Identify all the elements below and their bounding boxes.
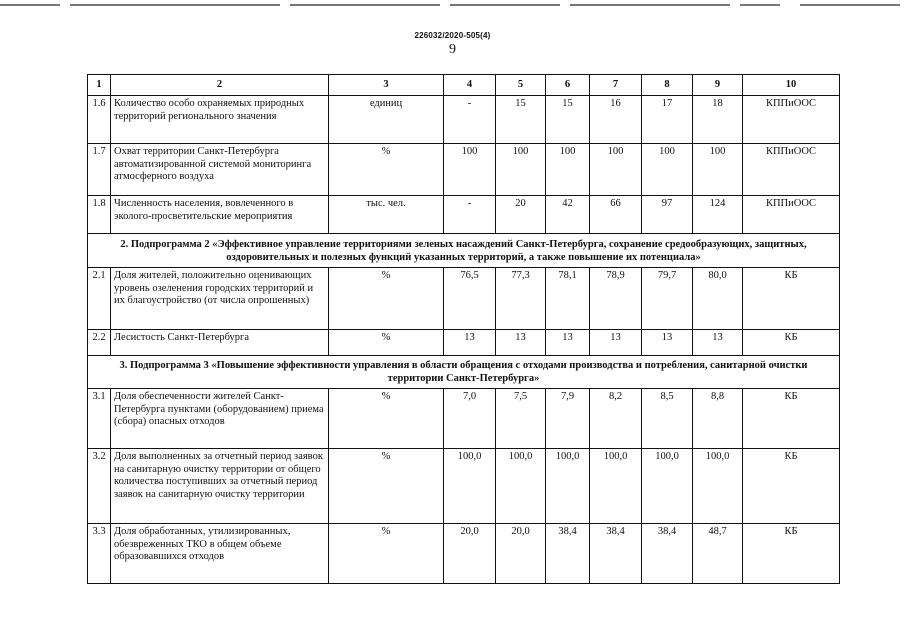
value-cell: 13: [546, 330, 590, 356]
unit-cell: %: [329, 524, 444, 584]
unit-cell: %: [329, 389, 444, 449]
value-cell: 100: [693, 144, 743, 196]
table-row: [88, 144, 840, 196]
table-header-row: [88, 75, 840, 96]
value-cell: 78,9: [590, 268, 642, 330]
value-cell: 124: [693, 196, 743, 234]
value-cell: 100: [590, 144, 642, 196]
indicator-name: Доля выполненных за отчетный период заявок на санитарную очистку территории от общего количества поступивших за отчетный период заявок на санитарную очистку территории: [111, 449, 329, 524]
unit-cell: тыс. чел.: [329, 196, 444, 234]
row-number: 2.1: [88, 268, 111, 330]
value-cell: 100: [496, 144, 546, 196]
column-header: 2: [111, 75, 329, 96]
subprogram-title: 2. Подпрограмма 2 «Эффективное управление территориями зеленых насаждений Санкт-Петербурга, сохранение средообразующих, защитных, оздоровительных и полезных функций указанных территорий, а также повышение их потенциала»: [88, 234, 840, 268]
responsible-cell: КБ: [743, 524, 840, 584]
indicator-name: Доля обеспеченности жителей Санкт-Петербурга пунктами (оборудованием) приема (сбора) опасных отходов: [111, 389, 329, 449]
value-cell: 13: [444, 330, 496, 356]
column-header: 3: [329, 75, 444, 96]
responsible-cell: КБ: [743, 389, 840, 449]
column-header: 4: [444, 75, 496, 96]
value-cell: 15: [496, 96, 546, 144]
unit-cell: %: [329, 449, 444, 524]
row-number: 3.1: [88, 389, 111, 449]
indicator-name: Доля жителей, положительно оценивающих уровень озеленения городских территорий и их благоустройство (от числа опрошенных): [111, 268, 329, 330]
row-number: 3.2: [88, 449, 111, 524]
table-row: [88, 524, 840, 584]
value-cell: 77,3: [496, 268, 546, 330]
value-cell: 7,9: [546, 389, 590, 449]
row-number: 2.2: [88, 330, 111, 356]
value-cell: 76,5: [444, 268, 496, 330]
indicator-name: Охват территории Санкт-Петербурга автоматизированной системой мониторинга атмосферного воздуха: [111, 144, 329, 196]
table-row: [88, 330, 840, 356]
value-cell: 97: [642, 196, 693, 234]
responsible-cell: КБ: [743, 268, 840, 330]
value-cell: 100,0: [693, 449, 743, 524]
indicator-name: Лесистость Санкт-Петербурга: [111, 330, 329, 356]
indicator-name: Численность населения, вовлеченного в эколого-просветительские мероприятия: [111, 196, 329, 234]
value-cell: 7,5: [496, 389, 546, 449]
value-cell: 16: [590, 96, 642, 144]
table-row: [88, 196, 840, 234]
column-header: 10: [743, 75, 840, 96]
subprogram-title: 3. Подпрограмма 3 «Повышение эффективности управления в области обращения с отходами производства и потребления, санитарной очистки территории Санкт-Петербурга»: [88, 356, 840, 389]
column-header: 1: [88, 75, 111, 96]
responsible-cell: КППиООС: [743, 96, 840, 144]
page-number: 9: [449, 42, 456, 57]
responsible-cell: КППиООС: [743, 144, 840, 196]
value-cell: 100,0: [590, 449, 642, 524]
column-header: 6: [546, 75, 590, 96]
value-cell: 100,0: [546, 449, 590, 524]
unit-cell: %: [329, 268, 444, 330]
value-cell: -: [444, 196, 496, 234]
column-header: 9: [693, 75, 743, 96]
column-header: 8: [642, 75, 693, 96]
value-cell: 38,4: [546, 524, 590, 584]
value-cell: 18: [693, 96, 743, 144]
table-row: [88, 389, 840, 449]
document-code: 226032/2020-505(4): [414, 31, 491, 40]
value-cell: 17: [642, 96, 693, 144]
value-cell: 38,4: [642, 524, 693, 584]
row-number: 3.3: [88, 524, 111, 584]
responsible-cell: КБ: [743, 330, 840, 356]
indicator-name: Количество особо охраняемых природных территорий регионального значения: [111, 96, 329, 144]
value-cell: 78,1: [546, 268, 590, 330]
row-number: 1.7: [88, 144, 111, 196]
value-cell: 13: [693, 330, 743, 356]
scan-artifact-line: [0, 2, 905, 10]
table-row: [88, 449, 840, 524]
table-row: [88, 96, 840, 144]
row-number: 1.6: [88, 96, 111, 144]
value-cell: 20,0: [496, 524, 546, 584]
unit-cell: %: [329, 144, 444, 196]
value-cell: 13: [590, 330, 642, 356]
value-cell: 48,7: [693, 524, 743, 584]
value-cell: 8,5: [642, 389, 693, 449]
value-cell: 8,2: [590, 389, 642, 449]
value-cell: 100: [546, 144, 590, 196]
value-cell: -: [444, 96, 496, 144]
value-cell: 100,0: [496, 449, 546, 524]
value-cell: 100: [642, 144, 693, 196]
value-cell: 38,4: [590, 524, 642, 584]
value-cell: 8,8: [693, 389, 743, 449]
row-number: 1.8: [88, 196, 111, 234]
value-cell: 13: [496, 330, 546, 356]
indicator-name: Доля обработанных, утилизированных, обезвреженных ТКО в общем объеме образовавшихся отходов: [111, 524, 329, 584]
value-cell: 42: [546, 196, 590, 234]
column-header: 7: [590, 75, 642, 96]
responsible-cell: КППиООС: [743, 196, 840, 234]
subprogram-heading-row: [88, 356, 840, 389]
value-cell: 20,0: [444, 524, 496, 584]
value-cell: 100,0: [642, 449, 693, 524]
value-cell: 7,0: [444, 389, 496, 449]
unit-cell: единиц: [329, 96, 444, 144]
value-cell: 100: [444, 144, 496, 196]
value-cell: 80,0: [693, 268, 743, 330]
responsible-cell: КБ: [743, 449, 840, 524]
table-row: [88, 268, 840, 330]
value-cell: 79,7: [642, 268, 693, 330]
value-cell: 100,0: [444, 449, 496, 524]
value-cell: 13: [642, 330, 693, 356]
subprogram-heading-row: [88, 234, 840, 268]
value-cell: 66: [590, 196, 642, 234]
value-cell: 20: [496, 196, 546, 234]
column-header: 5: [496, 75, 546, 96]
unit-cell: %: [329, 330, 444, 356]
indicators-table: [87, 74, 840, 584]
value-cell: 15: [546, 96, 590, 144]
